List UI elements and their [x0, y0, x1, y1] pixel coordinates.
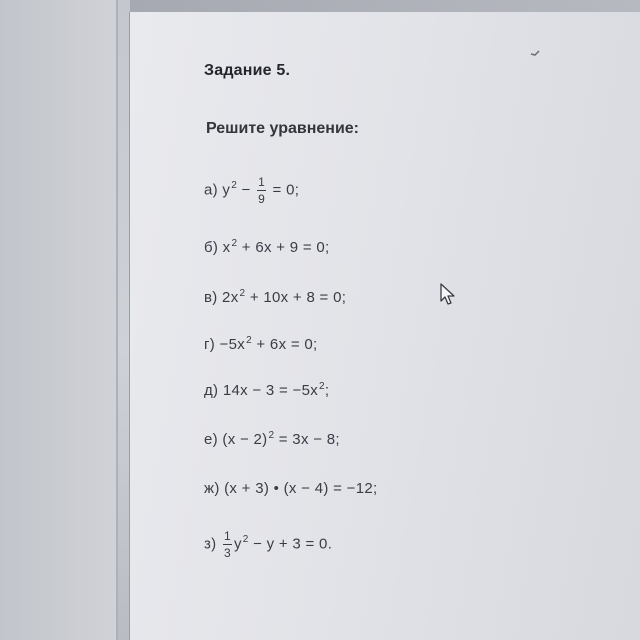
fraction [257, 176, 266, 205]
equation-g [204, 335, 317, 353]
equation-term: 14x − 3 = −5x [222, 382, 319, 399]
divider [116, 0, 118, 640]
top-edge [130, 0, 640, 12]
monitor-left-area [0, 0, 118, 640]
exponent: 2 [319, 381, 325, 392]
fraction-numerator: 1 [223, 529, 231, 543]
equation-b [204, 238, 330, 256]
equation-rest: + 10x + 8 = 0; [245, 289, 347, 306]
task-title: Задание 5. [204, 62, 291, 79]
equation-rest: − y + 3 = 0. [248, 535, 333, 553]
exponent: 2 [231, 180, 238, 192]
equation-rest: = 0; [268, 181, 300, 199]
equation-rest: = 3x − 8; [274, 431, 340, 448]
equation-zh [204, 480, 377, 497]
equation-label: б) [204, 239, 219, 256]
equation-d [204, 381, 329, 399]
exponent: 2 [239, 288, 246, 299]
equation-v [204, 288, 346, 306]
equation-term: y [222, 181, 231, 199]
equation-rest: + 6x + 9 = 0; [237, 239, 330, 256]
equation-label: д) [204, 382, 219, 399]
exponent: 2 [246, 335, 252, 346]
exponent: 2 [242, 534, 249, 546]
equation-label: ж) [204, 480, 220, 497]
mark-icon [530, 50, 540, 56]
fraction-numerator: 1 [258, 175, 266, 189]
equation-label: г) [204, 336, 216, 353]
equation-label: е) [204, 431, 218, 448]
equation-rest: + 6x = 0; [251, 336, 318, 353]
exponent: 2 [268, 430, 275, 441]
equation-e [204, 430, 340, 448]
equation-text: (x + 3) • (x − 4) = −12; [224, 480, 378, 497]
equation-term: (x − 2) [222, 431, 268, 448]
equation-label: в) [204, 289, 218, 306]
equation-term: −5x [219, 336, 246, 353]
equation-term: 2x [222, 289, 239, 306]
task-instruction: Решите уравнение: [206, 120, 360, 137]
exponent: 2 [231, 238, 238, 249]
equation-label: з) [204, 535, 217, 553]
equation-label: а) [204, 181, 218, 199]
equation-term: y [233, 535, 242, 553]
operator: − [237, 181, 256, 199]
equation-rest: ; [324, 382, 330, 399]
equation-a [204, 176, 299, 205]
fraction-denominator: 3 [223, 546, 231, 560]
fraction-denominator: 9 [258, 192, 266, 206]
equation-z [204, 530, 332, 559]
equation-term: x [222, 239, 231, 256]
fraction [223, 530, 232, 559]
mouse-pointer-icon [440, 283, 456, 307]
